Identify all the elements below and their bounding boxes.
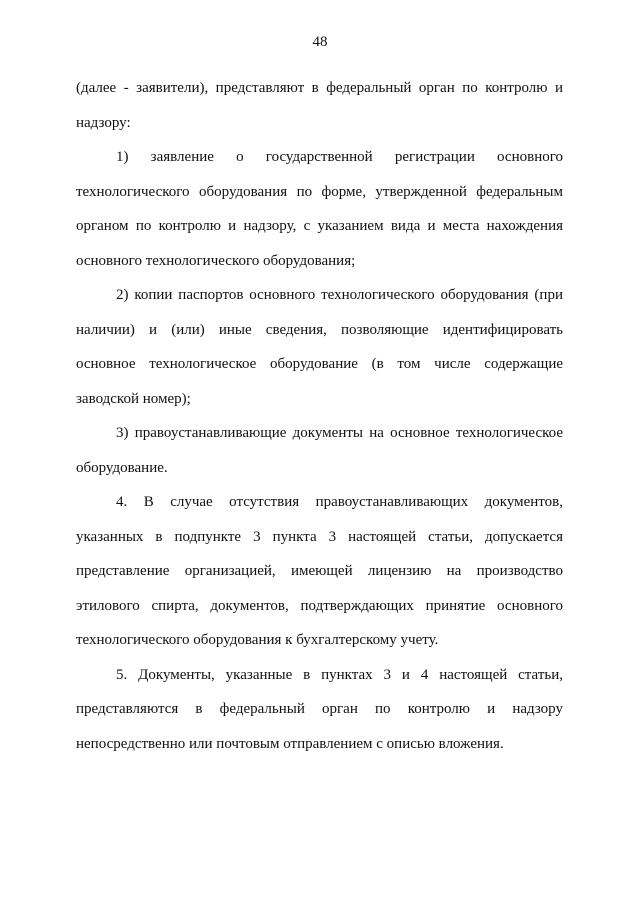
text-line: основного технологического оборудования; <box>76 252 356 269</box>
text-line: оборудование. <box>76 459 168 476</box>
text-line: технологического оборудования к бухгалтерскому учету. <box>76 632 439 648</box>
text-line: 3) правоустанавливающие документы на основное технологическое <box>116 425 563 441</box>
text-line: этилового спирта, документов, подтверждающих принятие основного <box>76 597 563 614</box>
text-line: 1) заявление о государственной регистрации основного <box>116 149 563 165</box>
paragraph-intro <box>76 71 563 140</box>
text-line: (далее - заявители), представляют в федеральный орган по контролю и <box>76 80 563 96</box>
document-body <box>76 71 563 761</box>
paragraph-item-3 <box>76 416 563 485</box>
text-line: 5. Документы, указанные в пунктах 3 и 4 настоящей статьи, <box>116 666 563 683</box>
text-line: представление организацией, имеющей лицензию на производство <box>76 563 563 579</box>
text-line: надзору: <box>76 114 131 131</box>
text-line: непосредственно или почтовым отправлением с описью вложения. <box>76 735 504 752</box>
paragraph-item-1 <box>76 140 563 278</box>
text-line: 4. В случае отсутствия правоустанавливающих документов, <box>116 494 563 510</box>
text-line: основное технологическое оборудование (в том числе содержащие <box>76 356 563 372</box>
paragraph-clause-5 <box>76 658 563 762</box>
paragraph-clause-4 <box>76 485 563 658</box>
text-line: указанных в подпункте 3 пункта 3 настоящей статьи, допускается <box>76 528 563 545</box>
text-line: 2) копии паспортов основного технологического оборудования (при <box>116 287 563 303</box>
text-line: органом по контролю и надзору, с указанием вида и места нахождения <box>76 218 563 234</box>
text-line: заводской номер); <box>76 390 191 407</box>
text-line: наличии) и (или) иные сведения, позволяющие идентифицировать <box>76 321 563 338</box>
text-line: технологического оборудования по форме, утвержденной федеральным <box>76 183 563 200</box>
text-line: представляются в федеральный орган по контролю и надзору <box>76 701 563 717</box>
paragraph-item-2 <box>76 278 563 416</box>
page-number: 48 <box>312 34 328 50</box>
